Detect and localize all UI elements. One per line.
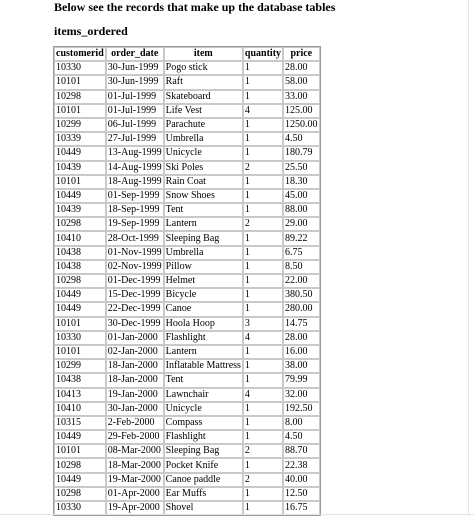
cell-order-date: 18-Sep-1999 [106,203,164,217]
cell-item: Tent [164,373,243,387]
cell-customerid: 10298 [54,90,106,104]
cell-customerid: 10413 [54,388,106,402]
cell-item: Umbrella [164,246,243,260]
cell-order-date: 19-Apr-2000 [106,501,164,515]
cell-quantity: 1 [243,487,283,501]
cell-price: 33.00 [283,90,320,104]
page-heading: Below see the records that make up the database tables [54,0,336,14]
cell-customerid: 10101 [54,317,106,331]
cell-item: Pocket Knife [164,458,243,472]
cell-price: 192.50 [283,402,320,416]
cell-order-date: 14-Aug-1999 [106,161,164,175]
cell-customerid: 10449 [54,302,106,316]
cell-item: Flashlight [164,430,243,444]
table-row [54,388,320,402]
table-row [54,473,320,487]
cell-order-date: 19-Mar-2000 [106,473,164,487]
cell-price: 88.70 [283,444,320,458]
table-name-heading: items_ordered [54,24,128,38]
cell-order-date: 01-Nov-1999 [106,246,164,260]
cell-quantity: 1 [243,90,283,104]
cell-customerid: 10101 [54,345,106,359]
cell-customerid: 10298 [54,487,106,501]
cell-quantity: 1 [243,288,283,302]
table-row [54,175,320,189]
cell-order-date: 29-Feb-2000 [106,430,164,444]
cell-customerid: 10299 [54,359,106,373]
cell-quantity: 1 [243,231,283,245]
cell-price: 79.99 [283,373,320,387]
cell-customerid: 10410 [54,402,106,416]
cell-price: 25.50 [283,161,320,175]
table-header [54,47,320,61]
cell-price: 4.50 [283,430,320,444]
cell-item: Skateboard [164,90,243,104]
cell-customerid: 10298 [54,274,106,288]
cell-customerid: 10438 [54,246,106,260]
cell-customerid: 10101 [54,444,106,458]
cell-quantity: 2 [243,473,283,487]
cell-quantity: 1 [243,402,283,416]
cell-price: 1250.00 [283,118,320,132]
cell-quantity: 4 [243,331,283,345]
cell-quantity: 1 [243,302,283,316]
table-body [54,61,320,515]
cell-order-date: 19-Sep-1999 [106,217,164,231]
cell-item: Pillow [164,260,243,274]
cell-item: Rain Coat [164,175,243,189]
page-right-border [468,0,469,516]
cell-item: Inflatable Mattress [164,359,243,373]
cell-item: Raft [164,75,243,89]
table-row [54,345,320,359]
page-bottom-border [0,514,474,515]
cell-quantity: 4 [243,388,283,402]
cell-item: Ski Poles [164,161,243,175]
cell-customerid: 10439 [54,161,106,175]
cell-order-date: 28-Oct-1999 [106,231,164,245]
cell-item: Lantern [164,345,243,359]
cell-quantity: 1 [243,189,283,203]
cell-price: 16.00 [283,345,320,359]
table-row [54,104,320,118]
cell-order-date: 01-Sep-1999 [106,189,164,203]
cell-price: 180.79 [283,146,320,160]
cell-customerid: 10438 [54,373,106,387]
table-row [54,217,320,231]
cell-order-date: 19-Jan-2000 [106,388,164,402]
cell-order-date: 01-Jul-1999 [106,90,164,104]
cell-item: Tent [164,203,243,217]
table-header-row [54,47,320,61]
cell-order-date: 18-Aug-1999 [106,175,164,189]
cell-order-date: 22-Dec-1999 [106,302,164,316]
cell-customerid: 10298 [54,217,106,231]
cell-customerid: 10330 [54,501,106,515]
cell-price: 40.00 [283,473,320,487]
cell-item: Flashlight [164,331,243,345]
table-row [54,161,320,175]
cell-price: 58.00 [283,75,320,89]
table-row [54,359,320,373]
cell-item: Life Vest [164,104,243,118]
cell-quantity: 1 [243,118,283,132]
cell-price: 32.00 [283,388,320,402]
cell-order-date: 18-Jan-2000 [106,373,164,387]
cell-order-date: 30-Jun-1999 [106,75,164,89]
cell-order-date: 15-Dec-1999 [106,288,164,302]
table-row [54,402,320,416]
cell-price: 28.00 [283,61,320,75]
cell-item: Ear Muffs [164,487,243,501]
cell-customerid: 10101 [54,175,106,189]
cell-customerid: 10330 [54,61,106,75]
column-header-customerid: customerid [54,47,106,61]
cell-customerid: 10339 [54,132,106,146]
cell-price: 280.00 [283,302,320,316]
cell-order-date: 18-Mar-2000 [106,458,164,472]
cell-order-date: 30-Jun-1999 [106,61,164,75]
cell-quantity: 3 [243,317,283,331]
cell-customerid: 10449 [54,189,106,203]
cell-item: Shovel [164,501,243,515]
table-row [54,189,320,203]
cell-item: Canoe [164,302,243,316]
table-row [54,231,320,245]
table-row [54,458,320,472]
cell-price: 8.00 [283,416,320,430]
cell-customerid: 10449 [54,288,106,302]
cell-order-date: 08-Mar-2000 [106,444,164,458]
cell-item: Hoola Hoop [164,317,243,331]
cell-quantity: 1 [243,61,283,75]
cell-price: 14.75 [283,317,320,331]
cell-quantity: 1 [243,345,283,359]
cell-order-date: 02-Nov-1999 [106,260,164,274]
cell-price: 29.00 [283,217,320,231]
cell-quantity: 1 [243,146,283,160]
cell-customerid: 10439 [54,203,106,217]
table-row [54,487,320,501]
cell-quantity: 4 [243,104,283,118]
cell-quantity: 1 [243,359,283,373]
table-row [54,430,320,444]
table-row [54,132,320,146]
cell-price: 380.50 [283,288,320,302]
cell-quantity: 2 [243,444,283,458]
cell-quantity: 1 [243,260,283,274]
table-row [54,274,320,288]
cell-price: 12.50 [283,487,320,501]
cell-item: Bicycle [164,288,243,302]
cell-item: Helmet [164,274,243,288]
cell-quantity: 1 [243,274,283,288]
cell-item: Pogo stick [164,61,243,75]
cell-customerid: 10449 [54,473,106,487]
table-row [54,146,320,160]
cell-customerid: 10299 [54,118,106,132]
column-header-item: item [164,47,243,61]
cell-order-date: 01-Jul-1999 [106,104,164,118]
items-ordered-table [53,46,321,516]
cell-customerid: 10410 [54,231,106,245]
table-row [54,288,320,302]
cell-order-date: 06-Jul-1999 [106,118,164,132]
cell-price: 18.30 [283,175,320,189]
table-row [54,317,320,331]
cell-customerid: 10101 [54,75,106,89]
cell-quantity: 1 [243,458,283,472]
table-row [54,444,320,458]
cell-order-date: 01-Jan-2000 [106,331,164,345]
column-header-order-date: order_date [106,47,164,61]
cell-customerid: 10101 [54,104,106,118]
cell-order-date: 13-Aug-1999 [106,146,164,160]
cell-price: 38.00 [283,359,320,373]
table-row [54,118,320,132]
column-header-price: price [283,47,320,61]
table-row [54,260,320,274]
cell-price: 22.00 [283,274,320,288]
cell-item: Canoe paddle [164,473,243,487]
cell-item: Lantern [164,217,243,231]
table-row [54,416,320,430]
cell-price: 16.75 [283,501,320,515]
cell-quantity: 1 [243,501,283,515]
cell-item: Sleeping Bag [164,444,243,458]
cell-quantity: 1 [243,430,283,444]
cell-price: 6.75 [283,246,320,260]
table-row [54,373,320,387]
cell-item: Unicycle [164,402,243,416]
cell-quantity: 1 [243,246,283,260]
table-row [54,203,320,217]
cell-item: Sleeping Bag [164,231,243,245]
cell-item: Unicycle [164,146,243,160]
table-row [54,61,320,75]
cell-order-date: 30-Dec-1999 [106,317,164,331]
cell-quantity: 2 [243,161,283,175]
cell-item: Compass [164,416,243,430]
cell-customerid: 10449 [54,430,106,444]
cell-customerid: 10330 [54,331,106,345]
cell-order-date: 01-Dec-1999 [106,274,164,288]
cell-quantity: 2 [243,217,283,231]
cell-price: 22.38 [283,458,320,472]
cell-item: Umbrella [164,132,243,146]
cell-order-date: 02-Jan-2000 [106,345,164,359]
column-header-quantity: quantity [243,47,283,61]
table-row [54,302,320,316]
cell-order-date: 30-Jan-2000 [106,402,164,416]
cell-price: 4.50 [283,132,320,146]
cell-order-date: 2-Feb-2000 [106,416,164,430]
cell-customerid: 10438 [54,260,106,274]
table-row [54,75,320,89]
table-row [54,246,320,260]
table-row [54,331,320,345]
cell-quantity: 1 [243,416,283,430]
cell-customerid: 10315 [54,416,106,430]
cell-item: Parachute [164,118,243,132]
cell-item: Lawnchair [164,388,243,402]
cell-quantity: 1 [243,175,283,189]
cell-customerid: 10449 [54,146,106,160]
cell-quantity: 1 [243,203,283,217]
cell-price: 125.00 [283,104,320,118]
cell-price: 8.50 [283,260,320,274]
cell-price: 45.00 [283,189,320,203]
cell-price: 28.00 [283,331,320,345]
cell-price: 88.00 [283,203,320,217]
cell-order-date: 18-Jan-2000 [106,359,164,373]
table-row [54,90,320,104]
cell-customerid: 10298 [54,458,106,472]
cell-price: 89.22 [283,231,320,245]
cell-order-date: 01-Apr-2000 [106,487,164,501]
cell-item: Snow Shoes [164,189,243,203]
cell-quantity: 1 [243,132,283,146]
cell-order-date: 27-Jul-1999 [106,132,164,146]
cell-quantity: 1 [243,373,283,387]
cell-quantity: 1 [243,75,283,89]
